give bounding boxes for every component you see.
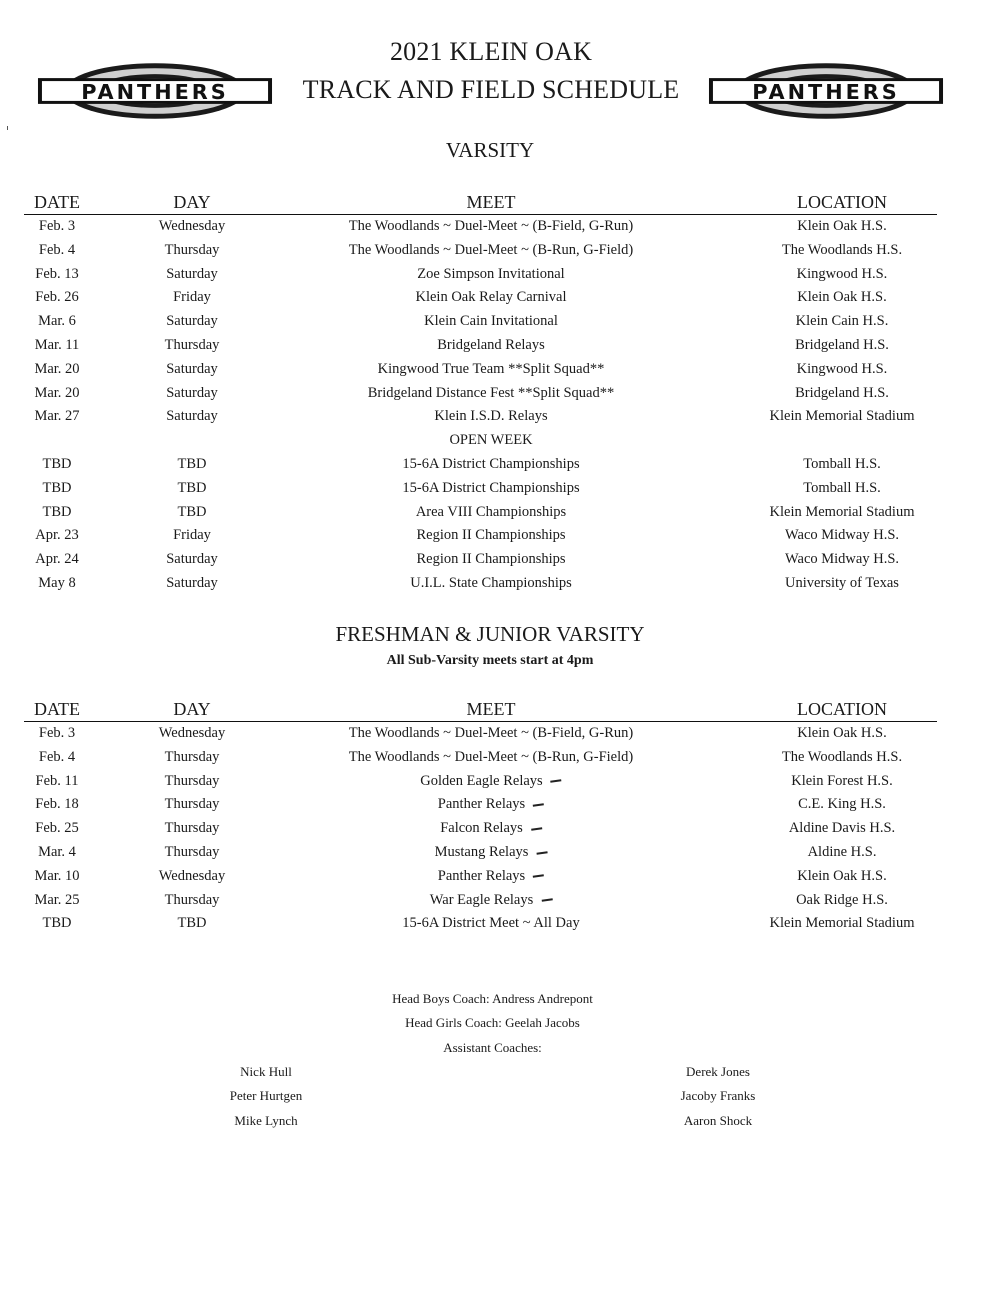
cell-meet — [449, 432, 532, 449]
column-header-day: DAY — [173, 699, 211, 719]
cell-day-text: Wednesday — [158, 218, 226, 234]
subvarsity-note: All Sub-Varsity meets start at 4pm — [386, 653, 594, 668]
cell-date — [43, 480, 72, 497]
cell-date-text: Feb. 3 — [38, 725, 76, 741]
cell-day — [178, 915, 207, 932]
cell-day — [159, 868, 225, 885]
cell-location-text: Klein Oak H.S. — [797, 725, 887, 741]
cell-location — [785, 551, 899, 568]
cell-date — [34, 361, 79, 378]
cell-day — [178, 480, 207, 497]
cell-meet — [416, 289, 567, 306]
cell-meet-text: The Woodlands ~ Duel-Meet ~ (B-Field, G-Run) — [348, 725, 634, 741]
table-row — [24, 215, 937, 239]
title-line-1: 2021 KLEIN OAK — [389, 37, 593, 66]
cell-date — [35, 820, 79, 837]
cell-date-text: Mar. 10 — [34, 867, 80, 884]
cell-day-text: Thursday — [164, 772, 220, 789]
column-header-date: DATE — [34, 192, 80, 212]
table-row — [24, 746, 937, 770]
cell-date-text: TBD — [42, 503, 72, 520]
cell-date-text: Mar. 27 — [34, 408, 80, 425]
cell-meet — [435, 844, 548, 861]
table-row — [24, 382, 937, 406]
cell-meet-text: Mustang Relays — [434, 843, 529, 860]
cell-location-text: Klein Memorial Stadium — [769, 915, 915, 932]
handwritten-dash-mark — [551, 780, 562, 784]
cell-day-text: Wednesday — [158, 867, 226, 884]
cell-location — [803, 480, 881, 497]
cell-meet — [349, 725, 633, 742]
table-row — [24, 524, 937, 548]
cell-date-text: May 8 — [38, 574, 76, 591]
cell-meet-text: Golden Eagle Relays — [420, 772, 543, 789]
cell-day-text: Wednesday — [158, 725, 226, 741]
subvarsity-rows — [24, 722, 937, 936]
cell-date-text: Mar. 25 — [34, 891, 80, 908]
column-header-meet: MEET — [466, 699, 516, 719]
column-header-meet: MEET — [466, 192, 516, 212]
cell-meet-text: Bridgeland Distance Fest **Split Squad** — [367, 384, 615, 401]
table-row — [24, 501, 937, 525]
cell-day — [166, 313, 218, 330]
cell-location-text: Tomball H.S. — [803, 479, 881, 496]
column-header-location: LOCATION — [797, 699, 887, 719]
cell-date-text: Feb. 4 — [38, 241, 76, 258]
cell-location — [791, 773, 893, 790]
cell-meet — [349, 218, 633, 235]
assistant-coaches-right — [638, 1063, 798, 1136]
cell-meet — [424, 313, 558, 330]
cell-day — [178, 504, 207, 521]
table-row — [24, 572, 937, 596]
cell-day — [173, 527, 211, 544]
cell-date — [43, 915, 72, 932]
cell-meet-text: Klein I.S.D. Relays — [434, 408, 548, 425]
handwritten-dash-mark — [533, 803, 544, 807]
cell-location — [796, 892, 888, 909]
cell-day — [166, 575, 218, 592]
coaches-section — [0, 990, 985, 1128]
cell-location-text: Oak Ridge H.S. — [796, 891, 888, 908]
cell-day-text: TBD — [177, 455, 207, 472]
cell-day — [165, 749, 220, 766]
cell-date — [34, 385, 79, 402]
cell-location — [770, 915, 915, 932]
title-line-2: TRACK AND FIELD SCHEDULE — [302, 75, 680, 104]
assistant-coach: Derek Jones — [686, 1064, 750, 1079]
cell-date — [35, 551, 79, 568]
cell-day-text: Thursday — [164, 820, 220, 837]
assistant-coach: Jacoby Franks — [680, 1088, 756, 1104]
cell-day — [165, 820, 220, 837]
assistant-coaches-label: Assistant Coaches: — [443, 1039, 542, 1055]
cell-location — [795, 385, 889, 402]
cell-location — [797, 266, 888, 283]
cell-day — [165, 773, 220, 790]
cell-meet — [420, 773, 561, 790]
cell-date — [39, 725, 75, 742]
cell-day-text: Thursday — [164, 891, 220, 908]
svg-text:PANTHERS: PANTHERS — [81, 79, 229, 104]
cell-date — [38, 575, 75, 592]
handwritten-dash-mark — [533, 875, 544, 879]
cell-location-text: University of Texas — [785, 574, 899, 591]
cell-day — [166, 266, 218, 283]
cell-location-text: Klein Memorial Stadium — [769, 408, 915, 425]
table-header — [24, 698, 937, 722]
cell-meet-text: Falcon Relays — [440, 820, 523, 837]
cell-meet-text: The Woodlands ~ Duel-Meet ~ (B-Run, G-Field) — [348, 241, 634, 258]
cell-date-text: TBD — [42, 479, 72, 496]
cell-date — [39, 749, 75, 766]
cell-day-text: Saturday — [166, 384, 218, 401]
table-row — [24, 865, 937, 889]
table-row — [24, 429, 937, 453]
cell-day-text: Saturday — [166, 574, 218, 591]
cell-date — [34, 892, 79, 909]
cell-location-text: Kingwood H.S. — [796, 360, 888, 377]
cell-day-text: Thursday — [164, 843, 220, 860]
cell-meet-text: War Eagle Relays — [429, 891, 534, 908]
cell-meet — [410, 575, 572, 592]
cell-day-text: Thursday — [164, 796, 220, 813]
cell-date-text: TBD — [42, 455, 72, 472]
cell-date-text: Mar. 4 — [38, 843, 76, 860]
column-header-date: DATE — [34, 699, 80, 719]
cell-date-text: Feb. 4 — [38, 748, 76, 765]
cell-location — [795, 337, 889, 354]
cell-day-text: TBD — [177, 503, 207, 520]
subvarsity-section-title: FRESHMAN & JUNIOR VARSITY — [335, 622, 645, 646]
cell-location — [797, 361, 888, 378]
column-header-day: DAY — [173, 192, 211, 212]
cell-date-text: Mar. 20 — [34, 384, 80, 401]
cell-date — [35, 796, 79, 813]
table-row — [24, 405, 937, 429]
cell-location — [798, 796, 886, 813]
cell-day — [159, 725, 225, 742]
cell-meet — [437, 337, 545, 354]
subvarsity-schedule-table — [24, 698, 937, 936]
cell-meet-text: Panther Relays — [437, 796, 526, 813]
cell-location — [797, 725, 886, 742]
cell-date-text: Feb. 25 — [35, 820, 79, 837]
cell-location-text: Klein Memorial Stadium — [769, 503, 915, 520]
cell-date-text: TBD — [42, 915, 72, 932]
cell-meet-text: Klein Oak Relay Carnival — [415, 289, 567, 306]
cell-location-text: Kingwood H.S. — [796, 265, 888, 282]
cell-day-text: Friday — [173, 289, 211, 306]
handwritten-dash-mark — [541, 898, 552, 902]
table-row — [24, 334, 937, 358]
assistant-coaches-left — [186, 1063, 346, 1136]
cell-day — [166, 551, 218, 568]
cell-meet-text: Region II Championships — [416, 527, 566, 544]
cell-day — [165, 337, 220, 354]
cell-meet-text: The Woodlands ~ Duel-Meet ~ (B-Field, G-Run) — [348, 218, 634, 234]
cell-meet — [434, 408, 547, 425]
cell-meet — [378, 361, 605, 378]
cell-day-text: Saturday — [166, 360, 218, 377]
cell-date — [38, 844, 76, 861]
table-row — [24, 263, 937, 287]
cell-meet-text: Kingwood True Team **Split Squad** — [377, 360, 605, 377]
cell-meet-text: Bridgeland Relays — [437, 336, 545, 353]
svg-text:PANTHERS: PANTHERS — [752, 79, 900, 104]
cell-location — [789, 820, 895, 837]
table-row — [24, 912, 937, 936]
cell-location-text: Bridgeland H.S. — [795, 336, 889, 353]
cell-day-text: Thursday — [164, 748, 220, 765]
cell-location-text: The Woodlands H.S. — [781, 748, 903, 765]
cell-location-text: Klein Oak H.S. — [797, 289, 887, 306]
panthers-logo-icon — [707, 60, 945, 122]
cell-meet-text: Panther Relays — [437, 867, 526, 884]
cell-meet — [416, 551, 565, 568]
cell-meet — [416, 527, 565, 544]
cell-date — [34, 408, 79, 425]
cell-date — [35, 289, 79, 306]
cell-meet — [402, 456, 579, 473]
cell-location — [808, 844, 877, 861]
cell-location — [797, 868, 886, 885]
cell-day — [178, 456, 207, 473]
cell-day-text: TBD — [177, 915, 207, 932]
cell-date-text: Feb. 18 — [35, 796, 79, 813]
cell-location — [785, 575, 899, 592]
cell-date-text: Apr. 24 — [35, 551, 79, 568]
cell-meet-text: OPEN WEEK — [449, 432, 533, 449]
cell-date — [36, 773, 79, 790]
cell-location — [782, 242, 902, 259]
cell-day — [165, 796, 220, 813]
cell-location-text: C.E. King H.S. — [798, 796, 886, 813]
cell-meet — [438, 868, 544, 885]
cell-meet — [417, 266, 564, 283]
cell-meet — [402, 480, 579, 497]
cell-meet-text: 15-6A District Meet ~ All Day — [402, 915, 580, 932]
cell-location — [797, 289, 886, 306]
cell-day-text: TBD — [177, 479, 207, 496]
cell-location-text: Klein Forest H.S. — [791, 772, 893, 789]
assistant-coach: Aaron Shock — [683, 1112, 753, 1128]
cell-day-text: Saturday — [166, 408, 218, 425]
cell-location — [770, 408, 915, 425]
cell-meet-text: Zoe Simpson Invitational — [417, 265, 565, 282]
cell-day — [165, 242, 220, 259]
cell-date — [35, 337, 80, 354]
cell-location-text: Klein Cain H.S. — [795, 313, 889, 330]
cell-meet-text: Area VIII Championships — [415, 503, 567, 520]
cell-date-text: Feb. 13 — [35, 265, 79, 282]
cell-day-text: Friday — [173, 527, 211, 544]
table-row — [24, 793, 937, 817]
cell-meet-text: U.I.L. State Championships — [410, 574, 572, 591]
table-row — [24, 310, 937, 334]
cell-location — [782, 749, 902, 766]
cell-location-text: Tomball H.S. — [803, 455, 881, 472]
cell-meet — [349, 242, 633, 259]
cell-meet-text: The Woodlands ~ Duel-Meet ~ (B-Run, G-Field) — [348, 748, 634, 765]
table-row — [24, 722, 937, 746]
table-row — [24, 889, 937, 913]
cell-date — [34, 868, 79, 885]
head-boys-coach: Head Boys Coach: Andress Andrepont — [392, 991, 593, 1006]
cell-day — [166, 408, 218, 425]
table-row — [24, 477, 937, 501]
table-row — [24, 286, 937, 310]
assistant-coach: Nick Hull — [240, 1064, 292, 1079]
cell-date-text: Mar. 20 — [34, 360, 80, 377]
cell-day-text: Thursday — [164, 336, 220, 353]
cell-location — [770, 504, 915, 521]
cell-meet-text: 15-6A District Championships — [402, 479, 580, 496]
varsity-schedule-table — [24, 191, 937, 596]
head-girls-coach: Head Girls Coach: Geelah Jacobs — [405, 1015, 580, 1031]
cell-date-text: Apr. 23 — [35, 527, 79, 544]
cell-date — [35, 527, 79, 544]
assistant-coach: Mike Lynch — [234, 1112, 298, 1128]
cell-meet — [430, 892, 553, 909]
cell-date — [35, 266, 79, 283]
cell-date — [43, 456, 72, 473]
cell-location-text: Waco Midway H.S. — [784, 551, 900, 568]
cell-location-text: Bridgeland H.S. — [795, 384, 889, 401]
column-header-location: LOCATION — [797, 192, 887, 212]
cell-day-text: Thursday — [164, 241, 220, 258]
cell-location-text: The Woodlands H.S. — [781, 241, 903, 258]
cell-meet — [349, 749, 633, 766]
cell-day-text: Saturday — [166, 313, 218, 330]
cell-date — [39, 218, 75, 235]
cell-day-text: Saturday — [166, 551, 218, 568]
table-row — [24, 358, 937, 382]
cell-meet — [416, 504, 566, 521]
cell-location — [796, 313, 889, 330]
cell-date-text: Mar. 6 — [38, 313, 76, 330]
table-row — [24, 817, 937, 841]
varsity-rows — [24, 215, 937, 596]
table-row — [24, 453, 937, 477]
cell-date-text: Feb. 26 — [35, 289, 79, 306]
cell-date-text: Feb. 11 — [35, 772, 79, 789]
cell-location-text: Aldine H.S. — [807, 843, 877, 860]
handwritten-dash-mark — [531, 827, 542, 831]
cell-day-text: Saturday — [166, 265, 218, 282]
cell-location-text: Klein Oak H.S. — [797, 867, 887, 884]
page-title — [290, 33, 692, 109]
cell-day — [173, 289, 211, 306]
cell-location-text: Waco Midway H.S. — [784, 527, 900, 544]
cell-meet — [438, 796, 544, 813]
cell-day — [165, 892, 220, 909]
cell-date — [39, 242, 75, 259]
cell-location — [797, 218, 886, 235]
cell-day — [166, 385, 218, 402]
varsity-section-title: VARSITY — [445, 138, 535, 162]
cell-meet — [440, 820, 542, 837]
cell-meet — [402, 915, 579, 932]
cell-meet-text: 15-6A District Championships — [402, 455, 580, 472]
cell-meet-text: Region II Championships — [416, 551, 566, 568]
cell-day — [159, 218, 225, 235]
table-row — [24, 841, 937, 865]
scan-speck — [7, 126, 8, 130]
cell-date — [43, 504, 72, 521]
cell-location-text: Klein Oak H.S. — [797, 218, 887, 234]
assistant-coach: Peter Hurtgen — [229, 1088, 303, 1104]
cell-location-text: Aldine Davis H.S. — [788, 820, 896, 837]
handwritten-dash-mark — [536, 851, 547, 855]
panthers-logo-icon — [36, 60, 274, 122]
table-header — [24, 191, 937, 215]
table-row — [24, 548, 937, 572]
cell-meet — [368, 385, 614, 402]
cell-date — [38, 313, 76, 330]
cell-date-text: Feb. 3 — [38, 218, 76, 234]
cell-location — [785, 527, 899, 544]
cell-day — [165, 844, 220, 861]
cell-date-text: Mar. 11 — [34, 336, 80, 353]
table-row — [24, 770, 937, 794]
cell-location — [803, 456, 881, 473]
cell-day — [166, 361, 218, 378]
table-row — [24, 239, 937, 263]
cell-meet-text: Klein Cain Invitational — [424, 313, 558, 330]
